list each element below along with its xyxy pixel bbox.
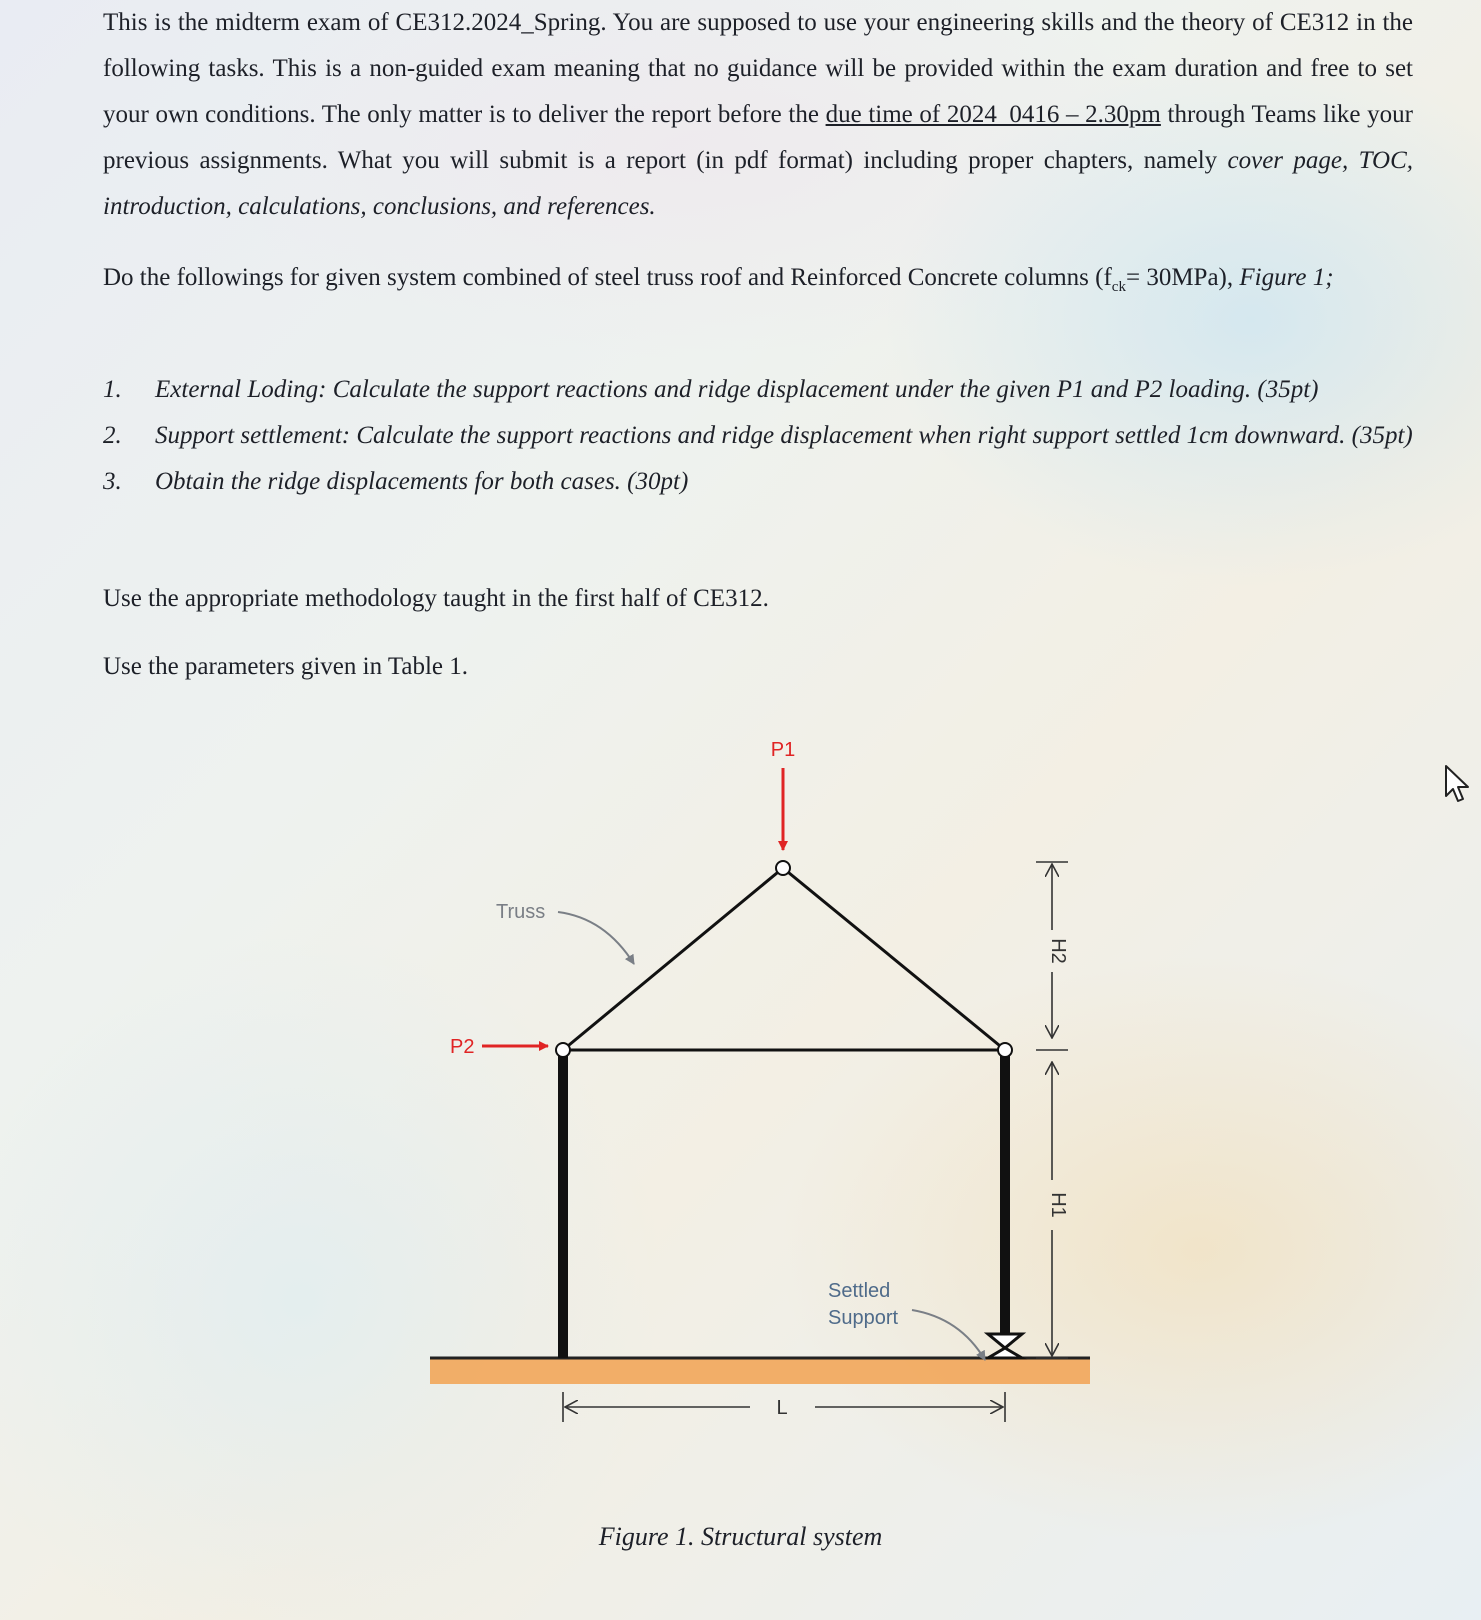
l-label: L <box>776 1397 788 1419</box>
task-item <box>103 413 1413 459</box>
h1-dimension <box>1036 1062 1069 1358</box>
intro-text-1: This is the midterm exam of CE312.2024_Spring. You are supposed to use your engineering skills and the theory of CE312 in the following tasks. This is a non-guided exam meaning that no guidance will be provided within the exam duration and free to set your own conditions. The only matter is to deliver the report before the <box>103 9 1413 128</box>
structural-figure <box>420 720 1140 1480</box>
due-time: due time of 2024_0416 – 2.30pm <box>825 101 1161 128</box>
task-number: 1. <box>103 376 122 403</box>
settled-label-line1: Settled <box>828 1280 891 1302</box>
methodology-note: Use the appropriate methodology taught in the first half of CE312. <box>103 585 769 612</box>
task-text: External Loding: Calculate the support reactions and ridge displacement under the given P1 and P2 loading. (35pt) <box>155 376 1319 403</box>
task-intro-paragraph <box>103 255 1413 310</box>
chapter-list: cover page, TOC, introduction, calculations, conclusions, and references. <box>103 147 1413 220</box>
left-joint <box>556 1043 570 1057</box>
truss-left-rafter <box>563 868 783 1050</box>
right-joint <box>998 1043 1012 1057</box>
truss-pointer <box>558 912 634 964</box>
mouse-pointer-icon <box>1444 764 1470 809</box>
intro-text-2: through Teams like your previous assignments. What you will submit is a report (in pdf format) including proper chapters, namely <box>103 101 1413 174</box>
figure-caption: Figure 1. Structural system <box>598 1522 883 1551</box>
task-number: 3. <box>103 468 122 495</box>
task-list <box>103 367 1413 505</box>
ground-strip <box>430 1358 1090 1384</box>
intro-paragraph <box>103 0 1413 230</box>
p2-label: P2 <box>450 1036 475 1058</box>
task-item <box>103 459 1413 505</box>
truss-right-rafter <box>783 868 1005 1050</box>
l-dimension <box>563 1392 1005 1422</box>
task-intro-text-2: = 30MPa), <box>1125 264 1240 291</box>
ridge-joint <box>776 861 790 875</box>
settled-support-icon <box>988 1333 1022 1358</box>
structural-system-diagram <box>420 720 1140 1480</box>
truss-label: Truss <box>496 901 546 923</box>
task-number: 2. <box>103 422 122 449</box>
figure-reference: Figure 1; <box>1239 264 1334 291</box>
fck-subscript: ck <box>1111 279 1126 295</box>
task-text: Support settlement: Calculate the support reactions and ridge displacement when right support settled 1cm downward. (35pt) <box>155 422 1413 449</box>
task-text: Obtain the ridge displacements for both cases. (30pt) <box>155 468 689 495</box>
p1-label: P1 <box>770 739 796 761</box>
h1-label: H1 <box>1047 1192 1069 1218</box>
task-intro-text: Do the followings for given system combined of steel truss roof and Reinforced Concrete columns (f <box>103 264 1112 291</box>
table-note: Use the parameters given in Table 1. <box>103 653 469 680</box>
task-item <box>103 367 1413 413</box>
settled-pointer <box>912 1310 985 1360</box>
h2-dimension <box>1036 862 1069 1038</box>
h2-label: H2 <box>1047 938 1069 964</box>
settled-label-line2: Support <box>828 1307 899 1329</box>
